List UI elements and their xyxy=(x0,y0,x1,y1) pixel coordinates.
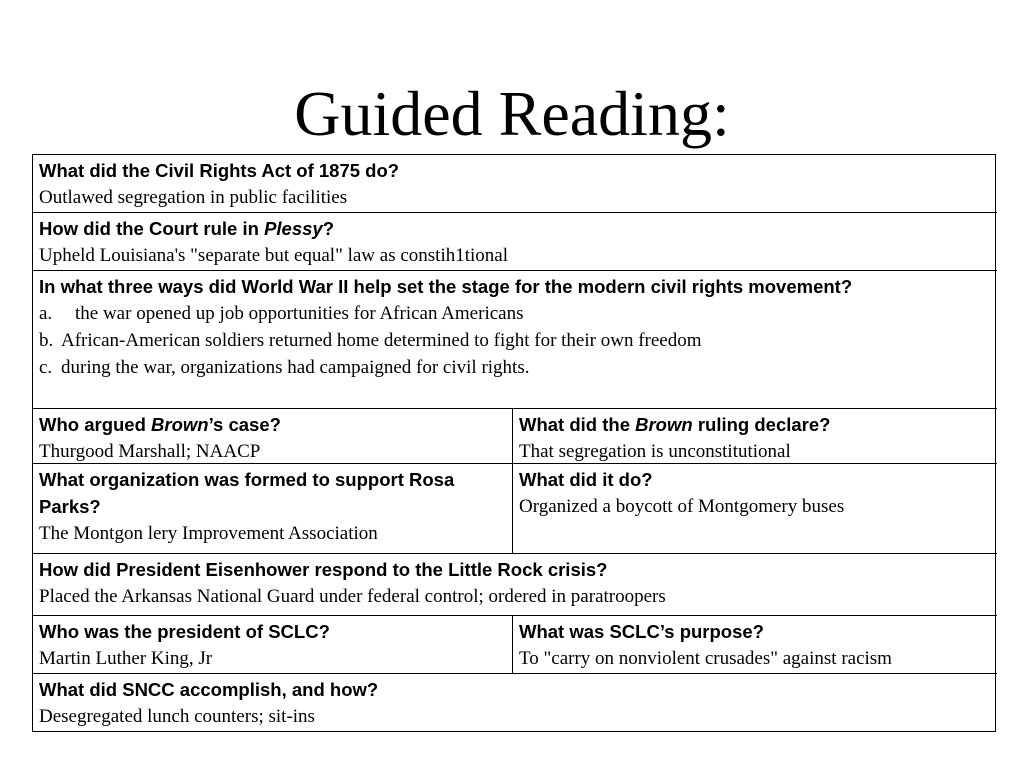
cell-org-action xyxy=(513,464,997,554)
question-world-war-ii: In what three ways did World War II help set the stage for the modern civil rights movement? xyxy=(39,276,853,297)
answer-sclc-purpose: To "carry on nonviolent crusades" against racism xyxy=(519,648,892,669)
answer-sclc-president: Martin Luther King, Jr xyxy=(39,648,213,669)
question-plessy-case-name: Plessy xyxy=(264,218,323,239)
question-brown-lawyer xyxy=(39,411,506,438)
question-plessy-pre: How did the Court rule in xyxy=(39,218,265,239)
answer-sncc: Desegregated lunch counters; sit-ins xyxy=(39,706,315,727)
answer-item-a-text: the war opened up job opportunities for African Americans xyxy=(75,303,524,324)
cell-rosa-parks-org xyxy=(33,464,513,554)
answer-rosa-parks-org: The Montgon lery Improvement Association xyxy=(39,523,378,544)
question-sclc-purpose: What was SCLC’s purpose? xyxy=(519,621,764,642)
question-org-action: What did it do? xyxy=(519,469,653,490)
question-rosa-parks-org: What organization was formed to support Rosa Parks? xyxy=(39,469,455,517)
question-sclc-president: Who was the president of SCLC? xyxy=(39,621,330,642)
answer-plessy: Upheld Louisiana's "separate but equal" law as constih1tional xyxy=(39,245,509,266)
answer-org-action: Organized a boycott of Montgomery buses xyxy=(519,496,845,517)
question-sncc: What did SNCC accomplish, and how? xyxy=(39,679,379,700)
answer-civil-rights-act: Outlawed segregation in public facilities xyxy=(39,187,348,208)
question-brown-ruling xyxy=(519,411,991,438)
row-sncc xyxy=(33,674,997,733)
answer-item-c-marker: c. xyxy=(39,357,53,378)
question-brown-lawyer-post: ’s case? xyxy=(208,414,281,435)
question-civil-rights-act: What did the Civil Rights Act of 1875 do? xyxy=(39,160,400,181)
cell-sclc-purpose xyxy=(513,616,997,674)
answer-item-c-text: during the war, organizations had campaigned for civil rights. xyxy=(61,357,530,378)
answer-item-b xyxy=(39,327,991,354)
question-little-rock: How did President Eisenhower respond to the Little Rock crisis? xyxy=(39,559,608,580)
answer-item-b-text: African-American soldiers returned home determined to fight for their own freedom xyxy=(61,330,702,351)
answer-item-c xyxy=(39,354,991,381)
row-civil-rights-act xyxy=(33,155,997,213)
answer-item-a xyxy=(39,300,991,327)
question-brown-ruling-post: ruling declare? xyxy=(692,414,831,435)
question-brown-ruling-pre: What did the xyxy=(519,414,636,435)
question-plessy xyxy=(39,215,991,242)
cell-sclc-president xyxy=(33,616,513,674)
answer-brown-lawyer: Thurgood Marshall; NAACP xyxy=(39,441,261,462)
question-brown-ruling-case-name: Brown xyxy=(635,414,693,435)
cell-brown-ruling xyxy=(513,409,997,464)
row-plessy xyxy=(33,213,997,271)
cell-brown-lawyer xyxy=(33,409,513,464)
question-brown-lawyer-pre: Who argued xyxy=(39,414,152,435)
row-little-rock xyxy=(33,554,997,616)
answer-item-a-marker: a. xyxy=(39,303,53,324)
row-world-war-ii xyxy=(33,271,997,409)
guided-reading-table xyxy=(32,154,996,732)
question-plessy-post: ? xyxy=(322,218,335,239)
answer-item-b-marker: b. xyxy=(39,330,54,351)
answer-little-rock: Placed the Arkansas National Guard under federal control; ordered in paratroopers xyxy=(39,586,666,607)
slide-title: Guided Reading: xyxy=(294,78,730,149)
question-brown-lawyer-case-name: Brown xyxy=(151,414,209,435)
answer-brown-ruling: That segregation is unconstitutional xyxy=(519,441,791,462)
